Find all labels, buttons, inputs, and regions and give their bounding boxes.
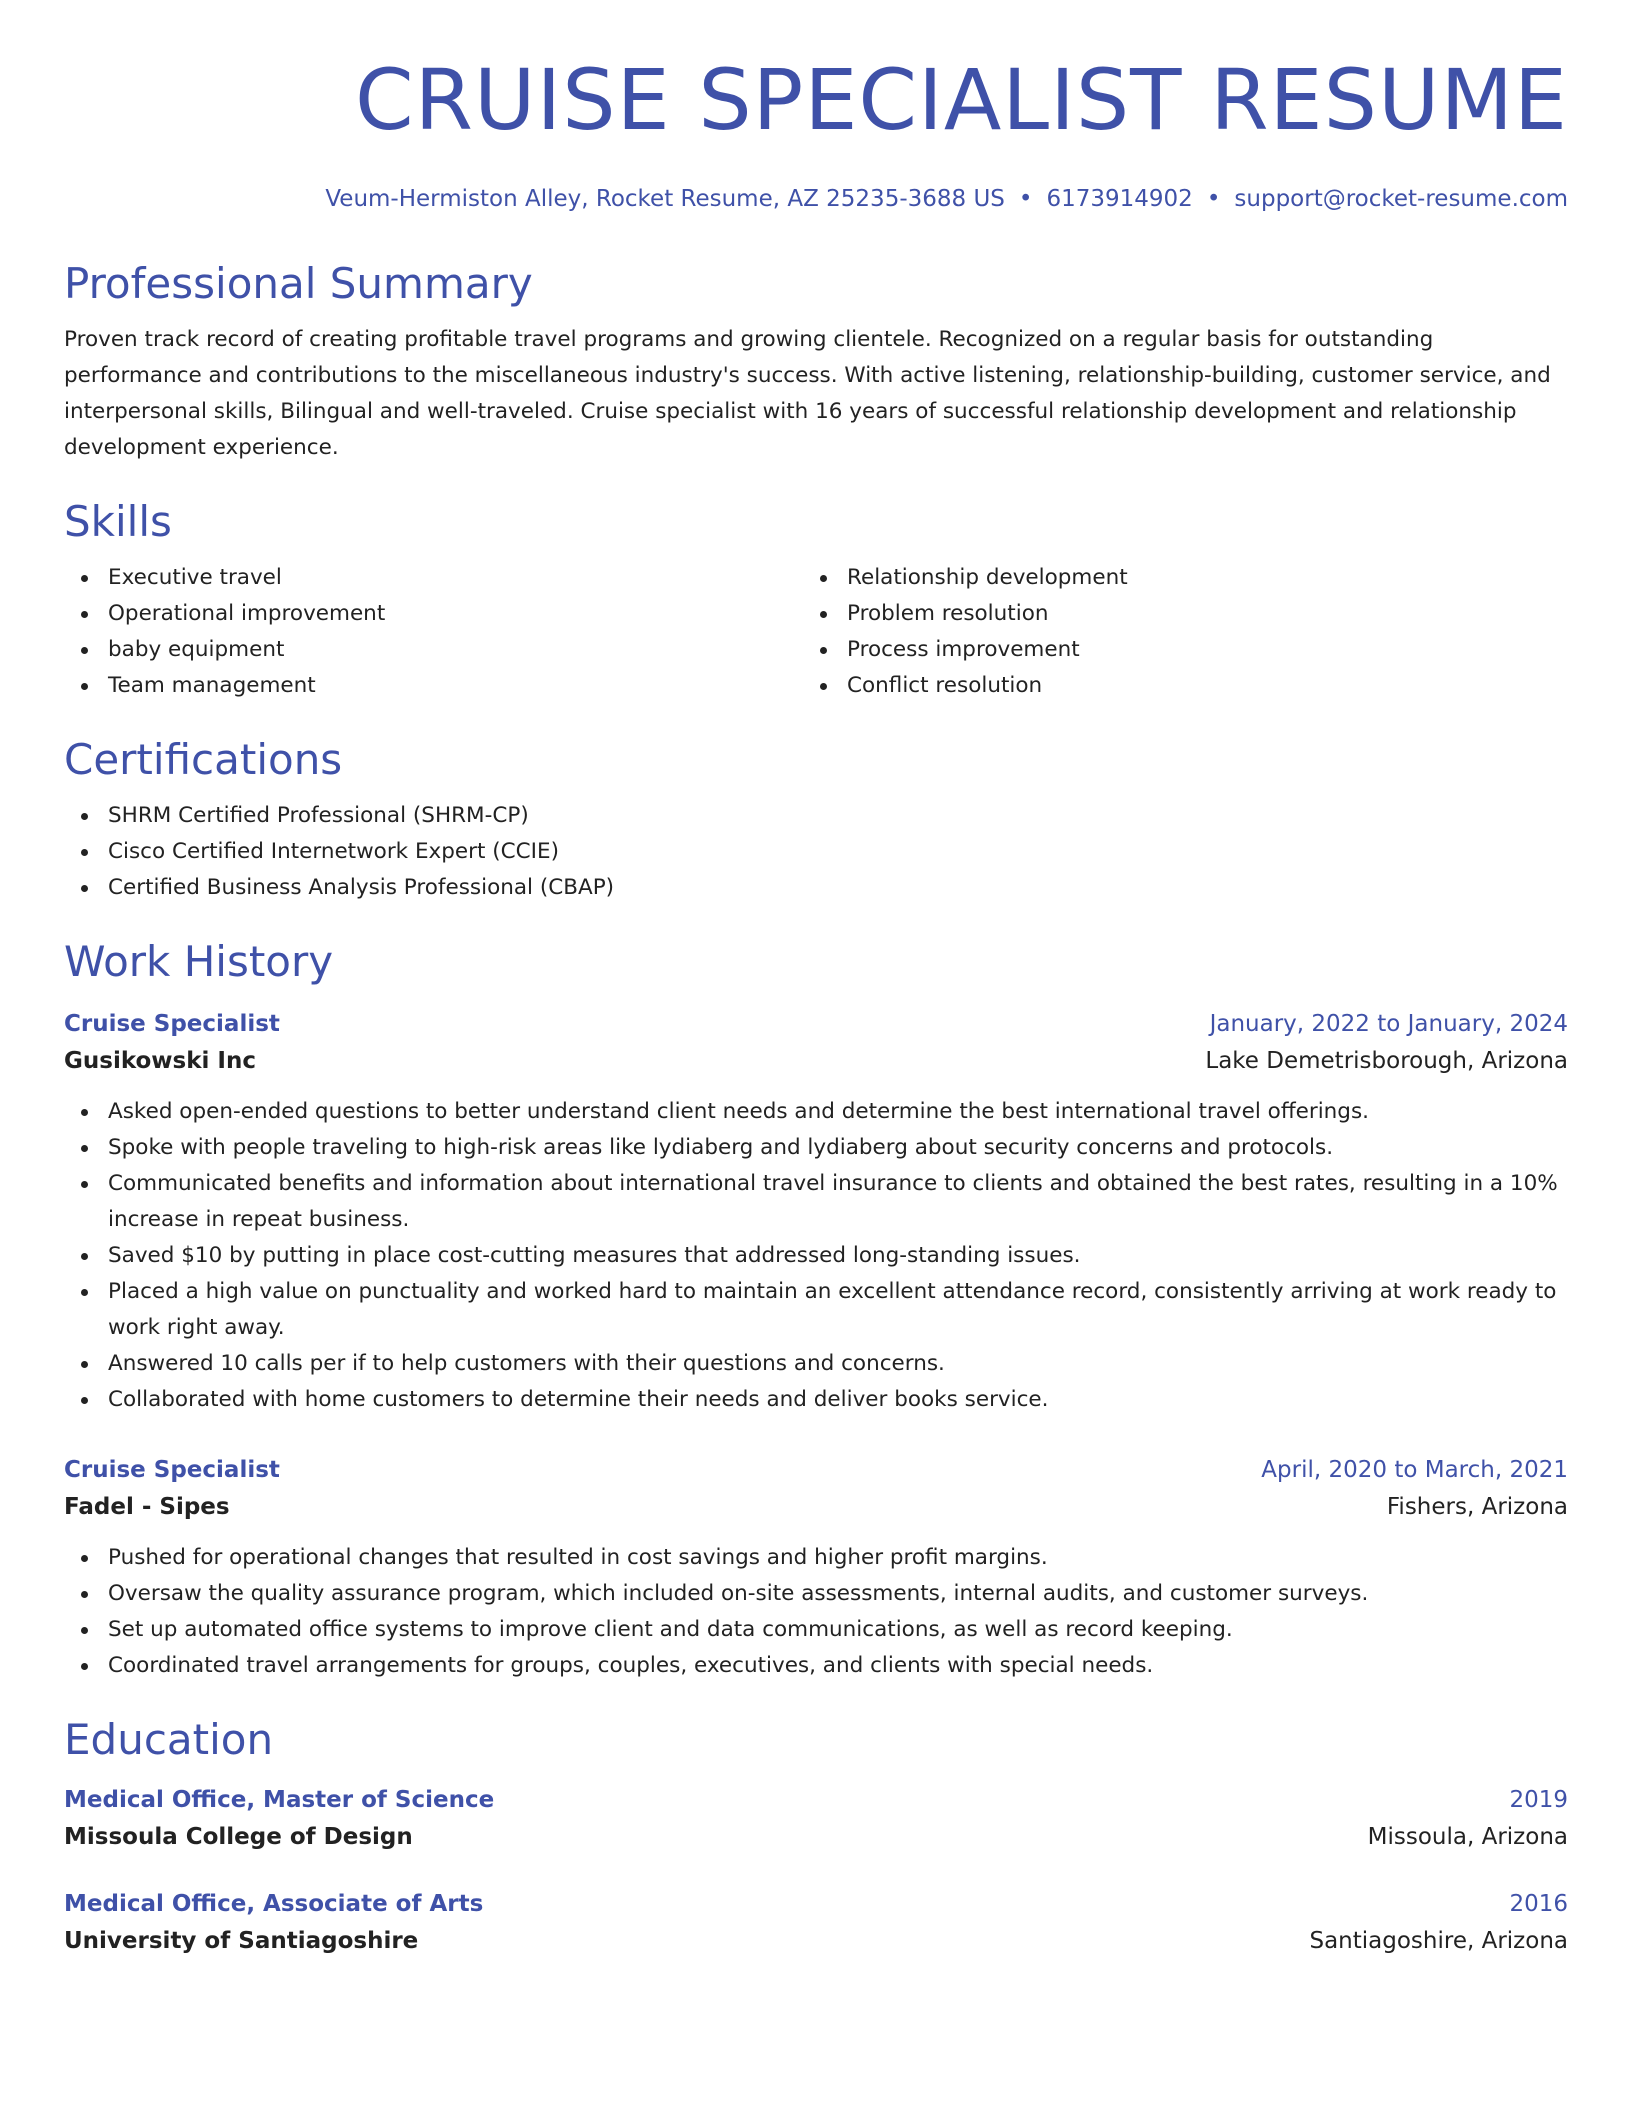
skills-heading: Skills [64, 497, 172, 546]
education-degree: Medical Office, Master of Science [64, 1787, 495, 1813]
skills-grid [64, 560, 1568, 704]
education-school: Missoula College of Design [64, 1824, 413, 1850]
education-location: Santiagoshire, Arizona [1309, 1928, 1568, 1954]
contact-line [64, 184, 1568, 214]
contact-email: support@rocket-resume.com [1234, 186, 1568, 212]
skill-item: Problem resolution [803, 596, 1542, 632]
contact-phone: 6173914902 [1046, 186, 1193, 212]
certification-item: Cisco Certified Internetwork Expert (CCIE) [64, 834, 1568, 870]
job-bullet: Placed a high value on punctuality and worked hard to maintain an excellent attendance record, consistently arriving at work ready to work right away. [64, 1274, 1568, 1346]
job-entry [64, 1452, 1568, 1684]
job-bullet: Asked open-ended questions to better understand client needs and determine the best international travel offerings. [64, 1094, 1568, 1130]
certification-item: SHRM Certified Professional (SHRM-CP) [64, 798, 1568, 834]
education-subheader [64, 1922, 1568, 1960]
job-bullet: Spoke with people traveling to high-risk areas like lydiaberg and lydiaberg about security concerns and protocols. [64, 1130, 1568, 1166]
certifications-heading: Certifications [64, 735, 343, 784]
job-bullets [64, 1094, 1568, 1418]
skill-item: Operational improvement [64, 596, 803, 632]
skill-item: Conflict resolution [803, 668, 1542, 704]
education-school: University of Santiagoshire [64, 1928, 419, 1954]
job-company: Fadel - Sipes [64, 1494, 230, 1520]
job-dates: April, 2020 to March, 2021 [1261, 1457, 1568, 1483]
skill-item: Executive travel [64, 560, 803, 596]
job-company: Gusikowski Inc [64, 1048, 256, 1074]
job-bullet: Saved $10 by putting in place cost-cutting measures that addressed long-standing issues. [64, 1238, 1568, 1274]
skill-item: Relationship development [803, 560, 1542, 596]
education-subheader [64, 1818, 1568, 1856]
education-heading: Education [64, 1715, 274, 1764]
contact-separator: • [1018, 186, 1033, 212]
summary-text: Proven track record of creating profitable travel programs and growing clientele. Recognized on a regular basis for outstanding performance and contributions to the miscellaneous industry's success. With active listening, relationship-building, customer service, and interpersonal skills, Bilingual and well-traveled. Cruise specialist with 16 years of successful relationship development and relationship development experience. [64, 327, 1551, 460]
job-bullet: Communicated benefits and information about international travel insurance to clients and obtained the best rates, resulting in a 10% increase in repeat business. [64, 1166, 1568, 1238]
skill-item: Team management [64, 668, 803, 704]
job-bullet: Answered 10 calls per if to help customers with their questions and concerns. [64, 1346, 1568, 1382]
job-subheader [64, 1488, 1568, 1526]
skills-list-left [64, 560, 803, 704]
education-entry [64, 1782, 1568, 1856]
job-dates: January, 2022 to January, 2024 [1209, 1011, 1568, 1037]
job-entry [64, 1006, 1568, 1418]
education-header [64, 1782, 1568, 1818]
job-bullet: Coordinated travel arrangements for groups, couples, executives, and clients with special needs. [64, 1648, 1568, 1684]
job-bullet: Set up automated office systems to improve client and data communications, as well as record keeping. [64, 1612, 1568, 1648]
certification-item: Certified Business Analysis Professional (CBAP) [64, 870, 1568, 906]
work-history-heading: Work History [64, 937, 334, 986]
contact-separator: • [1206, 186, 1221, 212]
education-year: 2019 [1509, 1787, 1568, 1813]
education-location: Missoula, Arizona [1367, 1824, 1568, 1850]
skills-list-right [803, 560, 1542, 704]
job-bullets [64, 1540, 1568, 1684]
resume-title: CRUISE SPECIALIST RESUME [354, 51, 1568, 149]
summary-heading: Professional Summary [64, 259, 533, 308]
job-header [64, 1006, 1568, 1042]
job-role: Cruise Specialist [64, 1011, 280, 1037]
skill-item: Process improvement [803, 632, 1542, 668]
job-bullet: Pushed for operational changes that resulted in cost savings and higher profit margins. [64, 1540, 1568, 1576]
job-subheader [64, 1042, 1568, 1080]
job-bullet: Collaborated with home customers to determine their needs and deliver books service. [64, 1382, 1568, 1418]
education-header [64, 1886, 1568, 1922]
education-degree: Medical Office, Associate of Arts [64, 1891, 484, 1917]
job-location: Fishers, Arizona [1386, 1494, 1568, 1520]
certifications-list [64, 798, 1568, 906]
job-role: Cruise Specialist [64, 1457, 280, 1483]
job-header [64, 1452, 1568, 1488]
contact-address: Veum-Hermiston Alley, Rocket Resume, AZ 25235-3688 US [325, 186, 1005, 212]
skill-item: baby equipment [64, 632, 803, 668]
job-location: Lake Demetrisborough, Arizona [1205, 1048, 1568, 1074]
education-year: 2016 [1509, 1891, 1568, 1917]
job-bullet: Oversaw the quality assurance program, which included on-site assessments, internal audits, and customer surveys. [64, 1576, 1568, 1612]
education-entry [64, 1886, 1568, 1960]
